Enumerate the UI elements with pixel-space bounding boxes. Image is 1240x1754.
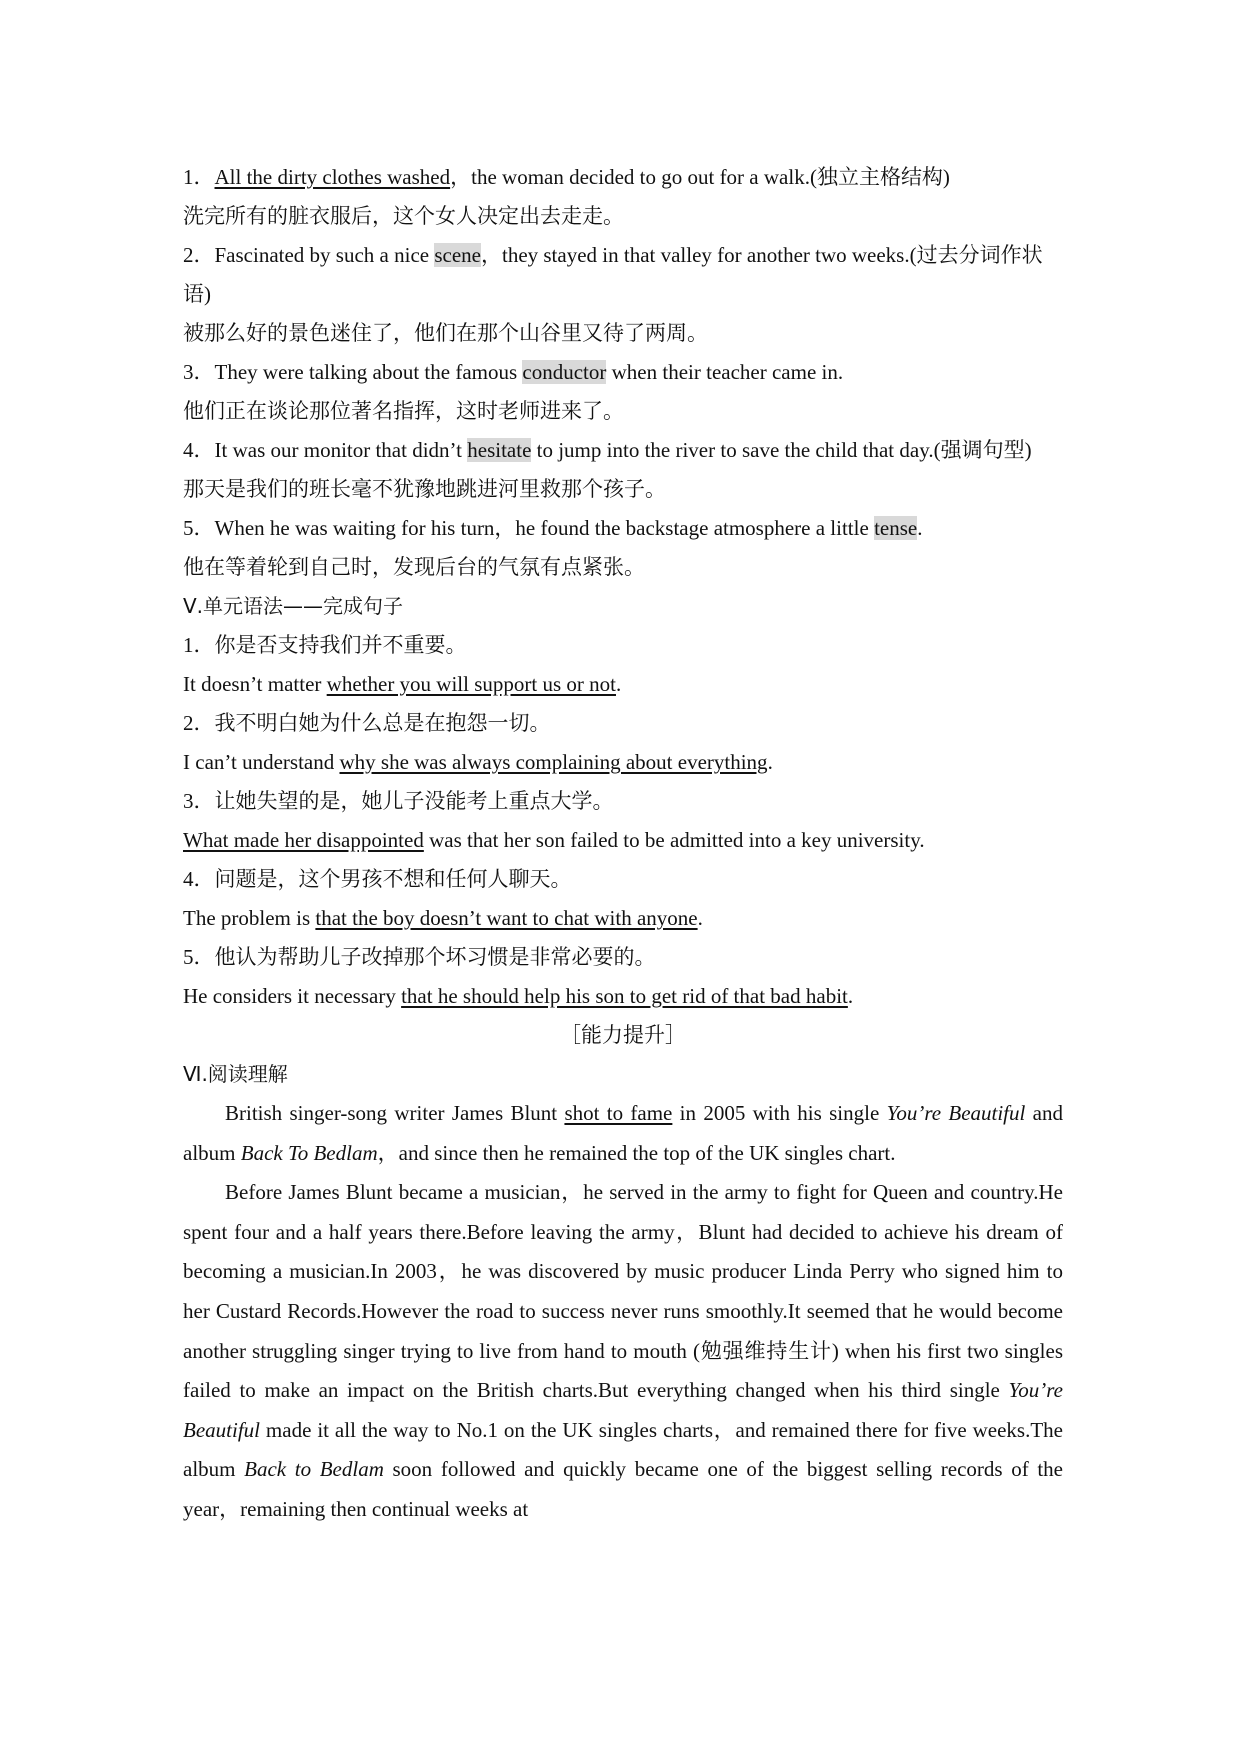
album-title: Back To Bedlam (240, 1140, 378, 1165)
part5-item-5 (183, 938, 1063, 1016)
highlighted-word: hesitate (467, 438, 532, 462)
item-answer: It doesn’t matter whether you will support us or not. (183, 672, 622, 696)
part5-item-1 (183, 626, 1063, 704)
item-prompt: 5．他认为帮助儿子改掉那个坏习惯是非常必要的。 (183, 945, 656, 969)
song-title: You’re Beautiful (183, 1378, 1063, 1442)
ability-title: ［能力提升］ (560, 1023, 686, 1047)
content (183, 158, 1063, 1530)
underlined-answer: What made her disappointed (183, 828, 424, 852)
highlighted-word: conductor (522, 360, 607, 384)
part4-item-4 (183, 431, 1063, 509)
item-sentence: 2．Fascinated by such a nice scene，they stayed in that valley for another two weeks.(过去分词作状语) (183, 243, 1043, 306)
album-title: Back to Bedlam (244, 1457, 384, 1482)
item-sentence: 5．When he was waiting for his turn，he found the backstage atmosphere a little tense. (183, 516, 923, 540)
passage-paragraph-1: British singer-song writer James Blunt shot to fame in 2005 with his single You’re Beautiful and album Back To Bedlam，and since then he remained the top of the UK singles chart. (183, 1101, 1063, 1165)
underlined-answer: All the dirty clothes washed (214, 165, 451, 189)
item-prompt: 3．让她失望的是，她儿子没能考上重点大学。 (183, 789, 614, 813)
part5-item-3 (183, 782, 1063, 860)
item-answer: He considers it necessary that he should help his son to get rid of that bad habit. (183, 984, 854, 1008)
highlighted-word: tense (874, 516, 918, 540)
underlined-answer: whether you will support us or not (326, 672, 616, 696)
item-prompt: 1．你是否支持我们并不重要。 (183, 633, 467, 657)
passage-paragraph-2: Before James Blunt became a musician，he served in the army to fight for Queen and country.He spent four and a half years there.Before leaving the army，Blunt had decided to achieve his dream of becoming a musician.In 2003，he was discovered by music producer Linda Perry who signed him to her Custard Records.However the road to success never runs smoothly.It seemed that he would become another struggling singer trying to live from hand to mouth (勉强维持生计) when his first two singles failed to make an impact on the British charts.But everything changed when his third single You’re Beautiful made it all the way to No.1 on the UK singles charts，and remained there for five weeks.The album Back to Bedlam soon followed and quickly became one of the biggest selling records of the year，remaining then continual weeks at (183, 1180, 1064, 1521)
item-translation: 他在等着轮到自己时，发现后台的气氛有点紧张。 (183, 555, 645, 579)
item-sentence: 3．They were talking about the famous conductor when their teacher came in. (183, 360, 844, 384)
item-translation: 洗完所有的脏衣服后，这个女人决定出去走走。 (183, 204, 624, 228)
section-heading-grammar: Ⅴ.单元语法——完成句子 (183, 594, 404, 618)
section-heading-reading: Ⅵ.阅读理解 (183, 1062, 288, 1086)
item-prompt: 4．问题是，这个男孩不想和任何人聊天。 (183, 867, 572, 891)
highlighted-word: scene (434, 243, 481, 267)
item-sentence: 4．It was our monitor that didn’t hesitate to jump into the river to save the child that day.(强调句型) (183, 438, 1032, 462)
underlined-answer: that he should help his son to get rid of that bad habit (401, 984, 848, 1008)
item-answer: What made her disappointed was that her son failed to be admitted into a key university. (183, 828, 925, 852)
item-answer: The problem is that the boy doesn’t want to chat with anyone. (183, 906, 703, 930)
part5-item-2 (183, 704, 1063, 782)
part4-item-5 (183, 509, 1063, 587)
item-sentence: 1．All the dirty clothes washed，the woman decided to go out for a walk.(独立主格结构) (183, 165, 950, 189)
part5-item-4 (183, 860, 1063, 938)
song-title: You’re Beautiful (886, 1101, 1026, 1125)
item-translation: 他们正在谈论那位著名指挥，这时老师进来了。 (183, 399, 624, 423)
item-answer: I can’t understand why she was always complaining about everything. (183, 750, 773, 774)
item-translation: 那天是我们的班长毫不犹豫地跳进河里救那个孩子。 (183, 477, 666, 501)
item-translation: 被那么好的景色迷住了，他们在那个山谷里又待了两周。 (183, 321, 708, 345)
part4-item-1 (183, 158, 1063, 236)
reading-passage (183, 1094, 1063, 1530)
underlined-answer: that the boy doesn’t want to chat with anyone (315, 906, 698, 930)
underlined-answer: why she was always complaining about everything (339, 750, 768, 774)
item-prompt: 2．我不明白她为什么总是在抱怨一切。 (183, 711, 551, 735)
part4-item-3 (183, 353, 1063, 431)
part4-item-2 (183, 236, 1063, 353)
underlined-phrase: shot to fame (564, 1101, 673, 1125)
